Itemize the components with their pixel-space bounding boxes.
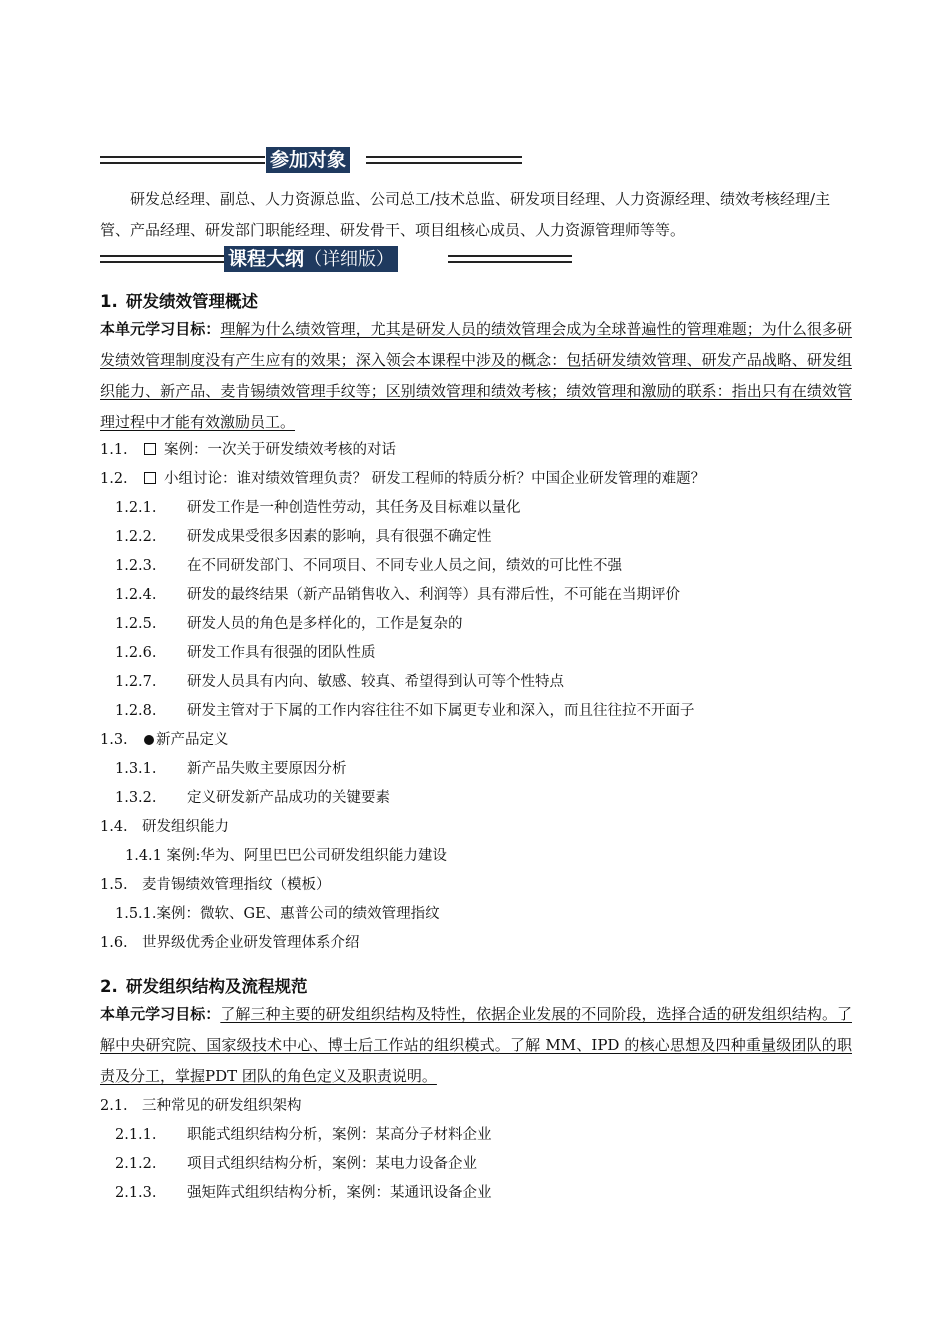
- audience-banner: [100, 147, 524, 175]
- goal-text: 理解为什么绩效管理，尤其是研发人员的绩效管理会成为全球普遍性的管理难题；为什么很多研发绩效管理制度没有产生应有的效果；深入领会本课程中涉及的概念：包括研发绩效管理、研发产品战略、研发组织能力、新产品、麦肯锡绩效管理手纹等；区别绩效管理和绩效考核；绩效管理和激励的联系：指出只有在绩效管理过程中才能有效激励员工。: [100, 320, 852, 431]
- outline-item-1-5-1: 1.5.1.案例：微软、GE、惠普公司的绩效管理指纹: [115, 906, 440, 922]
- outline-banner: [100, 246, 572, 274]
- outline-item-1-1: 1.1. 案例：一次关于研发绩效考核的对话: [100, 442, 396, 458]
- outline-item-2-1-2: 2.1.2. 项目式组织结构分析，案例：某电力设备企业: [115, 1156, 477, 1172]
- outline-item-1-2-2: 1.2.2. 研发成果受很多因素的影响，具有很强不确定性: [115, 529, 492, 545]
- section-1-goal: [100, 314, 852, 438]
- section-2-goal: [100, 999, 852, 1092]
- audience-text: 研发总经理、副总、人力资源总监、公司总工/技术总监、研发项目经理、人力资源经理、绩效考核经理/主管、产品经理、研发部门职能经理、研发骨干、项目组核心成员、人力资源管理师等等。: [100, 190, 831, 239]
- outline-item-1-2-8: 1.2.8. 研发主管对于下属的工作内容往往不如下属更专业和深入，而且往往拉不开面子: [115, 703, 695, 719]
- outline-item-1-2-7: 1.2.7. 研发人员具有内向、敏感、较真、希望得到认可等个性特点: [115, 674, 564, 690]
- banner-rule-left: [100, 255, 224, 263]
- banner-rule-right: [366, 156, 522, 164]
- outline-item-1-2-4: 1.2.4. 研发的最终结果（新产品销售收入、利润等）具有滞后性，不可能在当期评价: [115, 587, 680, 603]
- outline-item-2-1: 2.1. 三种常见的研发组织架构: [100, 1098, 302, 1114]
- checkbox-icon: [144, 443, 156, 455]
- outline-item-1-2-5: 1.2.5. 研发人员的角色是多样化的，工作是复杂的: [115, 616, 463, 632]
- outline-item-1-3-2: 1.3.2. 定义研发新产品成功的关键要素: [115, 790, 390, 806]
- outline-item-2-1-3: 2.1.3. 强矩阵式组织结构分析，案例：某通讯设备企业: [115, 1185, 492, 1201]
- banner-rule-right: [448, 255, 572, 263]
- goal-label: 本单元学习目标：: [100, 1005, 221, 1023]
- outline-item-1-2-6: 1.2.6. 研发工作具有很强的团队性质: [115, 645, 376, 661]
- checkbox-icon: [144, 472, 156, 484]
- outline-item-1-3: 1.3. 新产品定义: [100, 732, 229, 748]
- outline-banner-label: 课程大纲（详细版）: [224, 246, 398, 272]
- banner-rule-left: [100, 156, 265, 164]
- audience-banner-label: 参加对象: [266, 147, 350, 173]
- outline-item-1-2-1: 1.2.1. 研发工作是一种创造性劳动，其任务及目标难以量化: [115, 500, 521, 516]
- goal-text: 了解三种主要的研发组织结构及特性，依据企业发展的不同阶段，选择合适的研发组织结构。了解中央研究院、国家级技术中心、博士后工作站的组织模式。了解 MM、IPD 的核心思想及四种重量级团队的职责及分工，掌握PDT 团队的角色定义及职责说明。: [100, 1005, 852, 1085]
- goal-label: 本单元学习目标：: [100, 320, 221, 338]
- outline-item-1-4-1: 1.4.1 案例:华为、阿里巴巴公司研发组织能力建设: [125, 848, 447, 864]
- outline-item-2-1-1: 2.1.1. 职能式组织结构分析，案例：某高分子材料企业: [115, 1127, 492, 1143]
- outline-item-1-5: 1.5. 麦肯锡绩效管理指纹（模板）: [100, 877, 331, 893]
- outline-item-1-4: 1.4. 研发组织能力: [100, 819, 229, 835]
- outline-item-1-2-3: 1.2.3. 在不同研发部门、不同项目、不同专业人员之间，绩效的可比性不强: [115, 558, 622, 574]
- section-1-heading: 1. 研发绩效管理概述: [100, 292, 258, 311]
- outline-item-1-6: 1.6. 世界级优秀企业研发管理体系介绍: [100, 935, 360, 951]
- outline-item-1-3-1: 1.3.1. 新产品失败主要原因分析: [115, 761, 347, 777]
- outline-item-1-2: 1.2. 小组讨论：谁对绩效管理负责？ 研发工程师的特质分析？中国企业研发管理的难题？: [100, 471, 706, 487]
- bullet-icon: [144, 735, 154, 745]
- section-2-heading: 2. 研发组织结构及流程规范: [100, 977, 308, 996]
